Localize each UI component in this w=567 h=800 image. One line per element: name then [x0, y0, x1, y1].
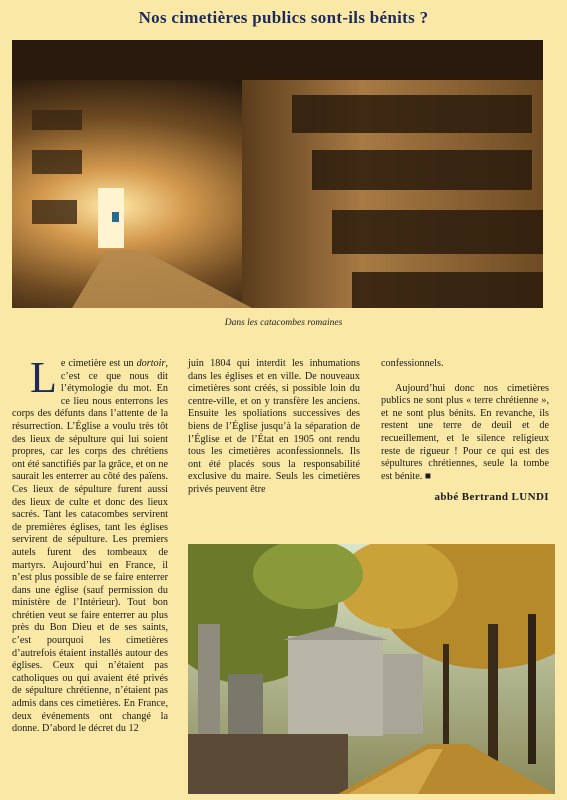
drop-cap: L — [30, 353, 57, 402]
column-text: confessionnels. — [381, 358, 444, 369]
article-title: Nos cimetières publics sont-ils bénits ? — [138, 8, 429, 27]
column-text: , c’est ce que nous dit l’étymologie du mot. En ce lieu nous enterrons les corps des défunts dans l’attente de la résurrection. L’Église a voulu très tôt des lieux de sépulture qui lui soient propres, car les corps des chrétiens ont été sanctifiés par la grâce, et on ne saurait les enterrer au côté des païens. Ces lieux de sépulture furent aussi des lieux de culte et donc des lieux sacrés. Tant les catacombes servirent de premières églises, tant les églises servirent de sépulture. Les premiers autels furent des tombeaux de martyrs. Aujourd’hui en France, il n’est plus possible de se faire enterrer dans une église (sauf permission du ministère de l’Intérieur). Tout bon chrétien veut se faire enterrer au plus près du Bon Dieu et de ses saints, c’est pourquoi les cimetières d’autrefois étaient installés autour des églises. Ceux qui n’étaient pas catholiques ou qui avaient été privés de sépulture chrétienne, n’étaient pas admis dans ces cimetières. En France, deux événements ont changé la donne. D’abord le décret du 12 — [12, 358, 168, 735]
photo-caption: Dans les catacombes romaines — [224, 318, 343, 328]
cemetery-photo — [188, 544, 555, 794]
article-column-1 — [12, 353, 168, 736]
column-text: e cimetière est un — [60, 358, 137, 369]
column-text: Aujourd’hui donc nos cimetières publics ne sont plus « terre chrétienne », et ne sont plus bénits. En revanche, ils restent une terre de deuil et de recueillement, et le silence religieux reste de rigueur ! Pour ce qui est des sépultures chrétiennes, seule la tombe est bénite. ■ — [381, 382, 549, 482]
column-text: juin 1804 qui interdit les inhumations dans les églises et en ville. De nouveaux cimetières sont créés, si possible loin du centre-ville, et on y transfère les anciens. Ensuite les spoliations successives des biens de l’Église jusqu’à la séparation de l’Église et de l’État en 1905 ont rendu tous les cimetières aconfessionnels. Ils ont été placés sous la responsabilité exclusive du maire. Seuls les cimetières privés peuvent être — [188, 358, 360, 495]
author-signature: abbé Bertrand LUNDI — [434, 491, 549, 504]
article-column-3 — [381, 358, 549, 504]
article-column-2 — [188, 358, 360, 497]
catacomb-photo — [12, 40, 543, 308]
emphasis-word: dortoir — [136, 358, 166, 369]
